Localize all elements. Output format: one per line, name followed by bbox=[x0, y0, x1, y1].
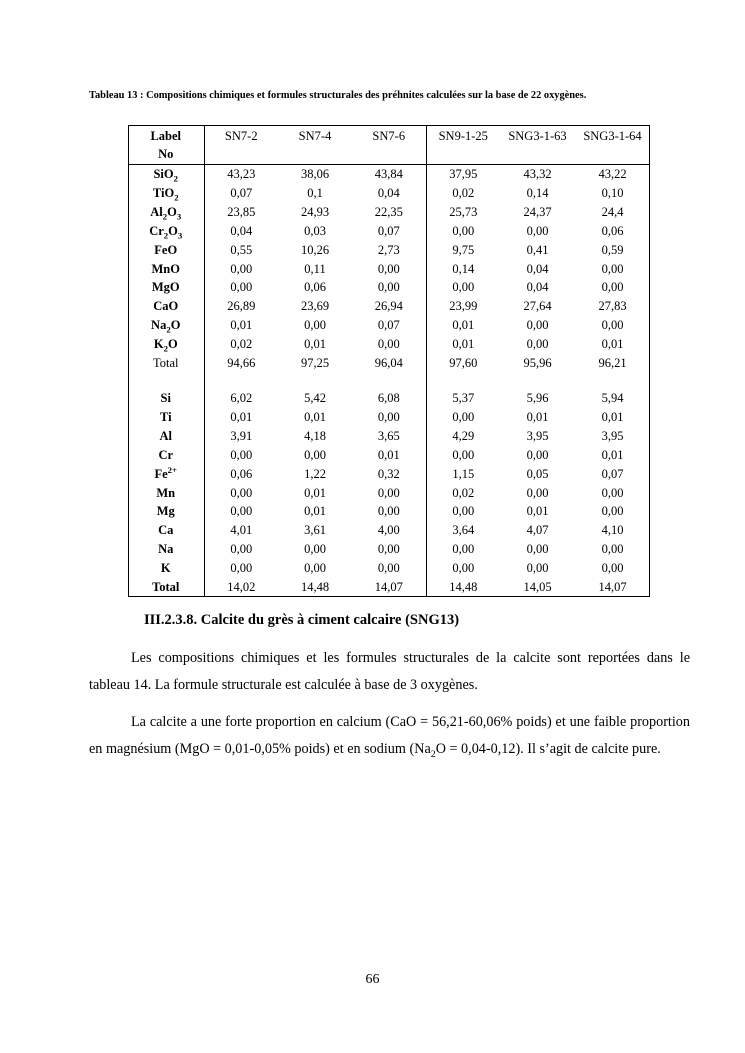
column-header: SN9-1-25 bbox=[426, 125, 500, 165]
table-cell: 0,41 bbox=[526, 242, 549, 257]
row-label-text: Total bbox=[152, 356, 179, 371]
table-cell: 0,04 bbox=[526, 261, 549, 276]
table-cell: 10,26 bbox=[300, 242, 330, 257]
table-cell: 43,84 bbox=[374, 167, 403, 181]
table-cell: 38,06 bbox=[300, 167, 330, 181]
table-cell: 0,00 bbox=[304, 447, 326, 462]
table-row bbox=[128, 521, 650, 540]
table-cell: 0,00 bbox=[526, 485, 549, 500]
table-row bbox=[128, 446, 650, 465]
table-cell: 3,95 bbox=[526, 428, 549, 443]
table-cell: 23,85 bbox=[227, 204, 256, 219]
table-cell: 0,00 bbox=[426, 408, 500, 427]
table-cell: 9,75 bbox=[426, 241, 500, 260]
table-header-row bbox=[128, 125, 650, 165]
header-label-cell bbox=[128, 125, 204, 165]
table-row bbox=[128, 484, 650, 503]
table-cell: 0,00 bbox=[426, 540, 500, 559]
spacer-row bbox=[128, 373, 650, 389]
row-label-subscript: 2 bbox=[162, 211, 168, 222]
row-label-text: K bbox=[160, 561, 171, 576]
table-cell: 0,01 bbox=[230, 409, 253, 424]
table-cell: 0,00 bbox=[601, 561, 624, 576]
paragraph-2-part-a: La calcite a une forte proportion en calcium (CaO = 56,21-60,06% poids) et une faible proportion en magnésium (MgO = 0,01-0,05% poids) et en sodium (Na bbox=[89, 714, 690, 757]
table-cell: 0,00 bbox=[377, 280, 400, 295]
table-cell: 0,00 bbox=[601, 280, 624, 295]
column-header: SN7-2 bbox=[204, 125, 278, 165]
prehnite-composition-table bbox=[128, 125, 650, 597]
row-label-text: Al bbox=[159, 428, 172, 443]
table-cell: 0,01 bbox=[526, 409, 549, 424]
table-cell: 43,23 bbox=[227, 167, 256, 181]
table-cell: 0,00 bbox=[377, 485, 400, 500]
table-cell: 0,02 bbox=[230, 337, 253, 352]
row-label-text-2: O bbox=[168, 223, 178, 238]
row-label bbox=[128, 278, 204, 297]
table-cell: 0,06 bbox=[304, 280, 326, 295]
row-label bbox=[128, 578, 204, 597]
table-row bbox=[128, 578, 650, 597]
table-cell: 14,05 bbox=[523, 580, 552, 595]
table-cell: 24,37 bbox=[523, 204, 552, 219]
row-label-text: Cr bbox=[158, 447, 174, 462]
table-row bbox=[128, 241, 650, 260]
row-label-subscript: 2 bbox=[174, 192, 179, 203]
table-cell: 0,00 bbox=[526, 447, 549, 462]
table-cell: 14,07 bbox=[598, 580, 627, 595]
table-cell: 95,96 bbox=[523, 356, 552, 371]
row-label-text: K bbox=[153, 337, 164, 352]
table-cell: 24,93 bbox=[300, 204, 330, 219]
table-cell: 0,00 bbox=[377, 561, 400, 576]
row-label-text: MnO bbox=[151, 261, 180, 276]
row-label bbox=[128, 446, 204, 465]
row-label bbox=[128, 297, 204, 316]
table-row bbox=[128, 222, 650, 241]
table-cell: 0,00 bbox=[230, 447, 253, 462]
table-cell: 26,89 bbox=[227, 299, 256, 314]
row-label-subscript: 2 bbox=[173, 173, 179, 184]
row-label bbox=[128, 184, 204, 203]
row-label bbox=[128, 354, 204, 373]
paragraph-1: Les compositions chimiques et les formules structurales de la calcite sont reportées dans le tableau 14. La formule structurale est calculée à base de 3 oxygènes. bbox=[89, 650, 690, 693]
table-caption: Tableau 13 : Compositions chimiques et formules structurales des préhnites calculées sur la base de 22 oxygènes. bbox=[89, 90, 587, 101]
table-cell: 4,29 bbox=[426, 427, 500, 446]
row-label bbox=[128, 521, 204, 540]
table-cell: 1,15 bbox=[426, 465, 500, 484]
table-row bbox=[128, 165, 650, 184]
table-cell: 0,03 bbox=[304, 223, 326, 238]
table-cell: 37,95 bbox=[426, 165, 500, 184]
table-cell: 0,00 bbox=[426, 559, 500, 578]
row-label-text: MgO bbox=[151, 280, 180, 295]
header-label: Label bbox=[150, 129, 182, 143]
row-label bbox=[128, 427, 204, 446]
table-cell: 0,02 bbox=[426, 484, 500, 503]
table-row bbox=[128, 316, 650, 335]
row-label bbox=[128, 502, 204, 521]
table-cell: 0,01 bbox=[601, 337, 624, 352]
table-row bbox=[128, 465, 650, 484]
row-label-subscript: 2 bbox=[166, 324, 171, 335]
table-cell: 14,07 bbox=[374, 580, 403, 595]
table-cell: 0,00 bbox=[526, 337, 549, 352]
table-cell: 0,00 bbox=[426, 278, 500, 297]
table-cell: 0,00 bbox=[601, 542, 624, 557]
table-cell: 0,00 bbox=[230, 542, 253, 557]
row-label bbox=[128, 484, 204, 503]
table-cell: 14,48 bbox=[300, 580, 330, 595]
table-row bbox=[128, 389, 650, 408]
table-cell: 0,00 bbox=[377, 261, 400, 276]
table-cell: 0,00 bbox=[526, 318, 549, 333]
table-cell: 2,73 bbox=[377, 242, 400, 257]
table-cell: 0,59 bbox=[601, 242, 624, 257]
table-cell: 23,69 bbox=[300, 299, 330, 314]
table-cell: 0,01 bbox=[304, 504, 326, 519]
table-cell: 3,64 bbox=[426, 521, 500, 540]
spacer-cell bbox=[128, 373, 204, 389]
table-cell: 0,04 bbox=[526, 280, 549, 295]
row-label-text: Si bbox=[160, 390, 171, 405]
table-cell: 0,01 bbox=[426, 316, 500, 335]
table-cell: 0,10 bbox=[601, 185, 624, 200]
row-label bbox=[128, 335, 204, 354]
table-cell: 0,1 bbox=[307, 185, 323, 200]
table-cell: 0,00 bbox=[601, 504, 624, 519]
row-label bbox=[128, 260, 204, 279]
column-header: SNG3-1-63 bbox=[500, 125, 575, 165]
table-cell: 4,00 bbox=[377, 523, 400, 538]
column-header: SNG3-1-64 bbox=[575, 125, 650, 165]
row-label-text: Mn bbox=[156, 485, 176, 500]
table-row bbox=[128, 540, 650, 559]
table-cell: 26,94 bbox=[374, 299, 403, 314]
table-cell: 0,01 bbox=[426, 335, 500, 354]
table-cell: 0,00 bbox=[304, 318, 326, 333]
table-cell: 27,83 bbox=[598, 299, 627, 314]
section-heading: III.2.3.8. Calcite du grès à ciment calcaire (SNG13) bbox=[144, 612, 460, 628]
table-row bbox=[128, 203, 650, 222]
row-label-text: Ca bbox=[158, 523, 174, 538]
table-cell: 0,00 bbox=[230, 504, 253, 519]
table-cell: 97,60 bbox=[426, 354, 500, 373]
row-label bbox=[128, 465, 204, 484]
table-cell: 0,00 bbox=[426, 222, 500, 241]
table-cell: 0,00 bbox=[426, 446, 500, 465]
table-cell: 0,01 bbox=[304, 485, 326, 500]
spacer-cell bbox=[426, 373, 500, 389]
paragraph-2 bbox=[89, 709, 690, 763]
table-cell: 14,48 bbox=[426, 578, 500, 597]
table-cell: 1,22 bbox=[304, 466, 326, 481]
table-cell: 0,00 bbox=[377, 542, 400, 557]
row-label bbox=[128, 241, 204, 260]
table-cell: 0,32 bbox=[377, 466, 400, 481]
row-label-subscript: 2 bbox=[163, 230, 169, 241]
table-cell: 43,32 bbox=[523, 167, 552, 181]
table-cell: 4,01 bbox=[230, 523, 253, 538]
table-cell: 94,66 bbox=[227, 356, 256, 371]
table-cell: 23,99 bbox=[426, 297, 500, 316]
row-label bbox=[128, 540, 204, 559]
header-no: No bbox=[158, 147, 174, 161]
row-label-text: Ti bbox=[159, 409, 172, 424]
row-label-text: Na bbox=[158, 542, 174, 557]
table-cell: 0,01 bbox=[601, 409, 624, 424]
table-cell: 22,35 bbox=[374, 204, 403, 219]
table-cell: 0,01 bbox=[377, 447, 400, 462]
table-cell: 6,08 bbox=[377, 390, 400, 405]
table-row bbox=[128, 427, 650, 446]
table-cell: 0,00 bbox=[377, 337, 400, 352]
table-cell: 0,01 bbox=[304, 337, 326, 352]
row-label bbox=[128, 316, 204, 335]
table-row bbox=[128, 184, 650, 203]
spacer-cell bbox=[500, 373, 575, 389]
row-label-text: Al bbox=[150, 204, 163, 219]
table-cell: 0,00 bbox=[426, 502, 500, 521]
spacer-cell bbox=[575, 373, 650, 389]
table-cell: 0,04 bbox=[230, 223, 253, 238]
row-label bbox=[128, 559, 204, 578]
row-label-text: TiO bbox=[152, 185, 175, 200]
row-label-text: Mg bbox=[156, 504, 175, 519]
table-row bbox=[128, 408, 650, 427]
table-cell: 3,65 bbox=[377, 428, 400, 443]
row-label bbox=[128, 165, 204, 184]
table-row bbox=[128, 335, 650, 354]
table-cell: 0,01 bbox=[304, 409, 326, 424]
table-cell: 96,21 bbox=[598, 356, 627, 371]
table-cell: 0,01 bbox=[526, 504, 549, 519]
spacer-cell bbox=[204, 373, 278, 389]
row-label-text-2: O bbox=[167, 337, 178, 352]
table-cell: 4,07 bbox=[526, 523, 549, 538]
table-cell: 96,04 bbox=[374, 356, 403, 371]
table-cell: 4,18 bbox=[304, 428, 326, 443]
table-row bbox=[128, 278, 650, 297]
row-label-text: Fe bbox=[154, 466, 168, 481]
table-cell: 0,00 bbox=[377, 409, 400, 424]
table-cell: 0,14 bbox=[526, 185, 549, 200]
table-cell: 25,73 bbox=[426, 203, 500, 222]
table-cell: 5,37 bbox=[426, 389, 500, 408]
column-header: SN7-4 bbox=[278, 125, 352, 165]
table-cell: 14,02 bbox=[227, 580, 256, 595]
spacer-cell bbox=[278, 373, 352, 389]
table-cell: 0,07 bbox=[230, 185, 253, 200]
table-cell: 0,07 bbox=[377, 318, 400, 333]
table-row bbox=[128, 502, 650, 521]
row-label bbox=[128, 222, 204, 241]
table-cell: 0,04 bbox=[377, 185, 400, 200]
page-number: 66 bbox=[365, 972, 380, 987]
table-cell: 0,00 bbox=[230, 561, 253, 576]
table-cell: 27,64 bbox=[523, 299, 552, 314]
row-label bbox=[128, 408, 204, 427]
row-label-text: Cr bbox=[149, 223, 164, 238]
table-cell: 0,00 bbox=[601, 261, 624, 276]
row-label-text: CaO bbox=[153, 299, 179, 314]
table-cell: 0,06 bbox=[601, 223, 624, 238]
table-cell: 5,94 bbox=[601, 390, 624, 405]
row-label-text: FeO bbox=[154, 242, 178, 257]
table-cell: 0,00 bbox=[304, 561, 326, 576]
table-cell: 5,42 bbox=[304, 390, 326, 405]
row-label-text: SiO bbox=[153, 167, 174, 181]
row-label bbox=[128, 389, 204, 408]
table-cell: 0,02 bbox=[426, 184, 500, 203]
table-row bbox=[128, 260, 650, 279]
table-cell: 0,07 bbox=[601, 466, 624, 481]
table-row bbox=[128, 354, 650, 373]
paragraph-2-part-b: O = 0,04-0,12). Il s’agit de calcite pure. bbox=[435, 741, 661, 757]
table-cell: 0,55 bbox=[230, 242, 253, 257]
table-cell: 0,00 bbox=[526, 542, 549, 557]
table-cell: 0,00 bbox=[601, 485, 624, 500]
table-cell: 0,00 bbox=[601, 318, 624, 333]
table-cell: 0,00 bbox=[230, 280, 253, 295]
row-label bbox=[128, 203, 204, 222]
table-cell: 3,95 bbox=[601, 428, 624, 443]
table-cell: 0,00 bbox=[230, 261, 253, 276]
table-cell: 0,06 bbox=[230, 466, 253, 481]
row-label-text: Total bbox=[152, 580, 180, 595]
table-cell: 0,00 bbox=[377, 504, 400, 519]
table-cell: 3,61 bbox=[304, 523, 326, 538]
paragraph-2-subscript: 2 bbox=[430, 748, 436, 760]
table-cell: 97,25 bbox=[300, 356, 330, 371]
table-cell: 24,4 bbox=[601, 204, 624, 219]
column-header: SN7-6 bbox=[352, 125, 426, 165]
table-cell: 0,01 bbox=[601, 447, 624, 462]
row-label-subscript: 2 bbox=[163, 343, 168, 354]
table-row bbox=[128, 297, 650, 316]
table-cell: 0,05 bbox=[526, 466, 549, 481]
table-cell: 6,02 bbox=[230, 390, 253, 405]
row-label-subscript-2: 3 bbox=[177, 230, 183, 241]
table-cell: 4,10 bbox=[601, 523, 624, 538]
table-cell: 0,07 bbox=[377, 223, 400, 238]
row-label-superscript: 2+ bbox=[167, 464, 178, 475]
table-cell: 0,00 bbox=[526, 561, 549, 576]
row-label-text: Na bbox=[151, 318, 167, 333]
row-label-text-2: O bbox=[167, 204, 177, 219]
table-row bbox=[128, 559, 650, 578]
row-label-text-2: O bbox=[170, 318, 181, 333]
table-cell: 0,14 bbox=[426, 260, 500, 279]
spacer-cell bbox=[352, 373, 426, 389]
row-label-subscript-2: 3 bbox=[176, 211, 182, 222]
table-cell: 0,00 bbox=[304, 542, 326, 557]
table-cell: 3,91 bbox=[230, 428, 253, 443]
table-cell: 0,00 bbox=[526, 223, 549, 238]
table-cell: 0,00 bbox=[230, 485, 253, 500]
table-cell: 0,11 bbox=[304, 261, 326, 276]
table-cell: 0,01 bbox=[230, 318, 253, 333]
table-cell: 5,96 bbox=[526, 390, 549, 405]
table-cell: 43,22 bbox=[598, 167, 627, 181]
